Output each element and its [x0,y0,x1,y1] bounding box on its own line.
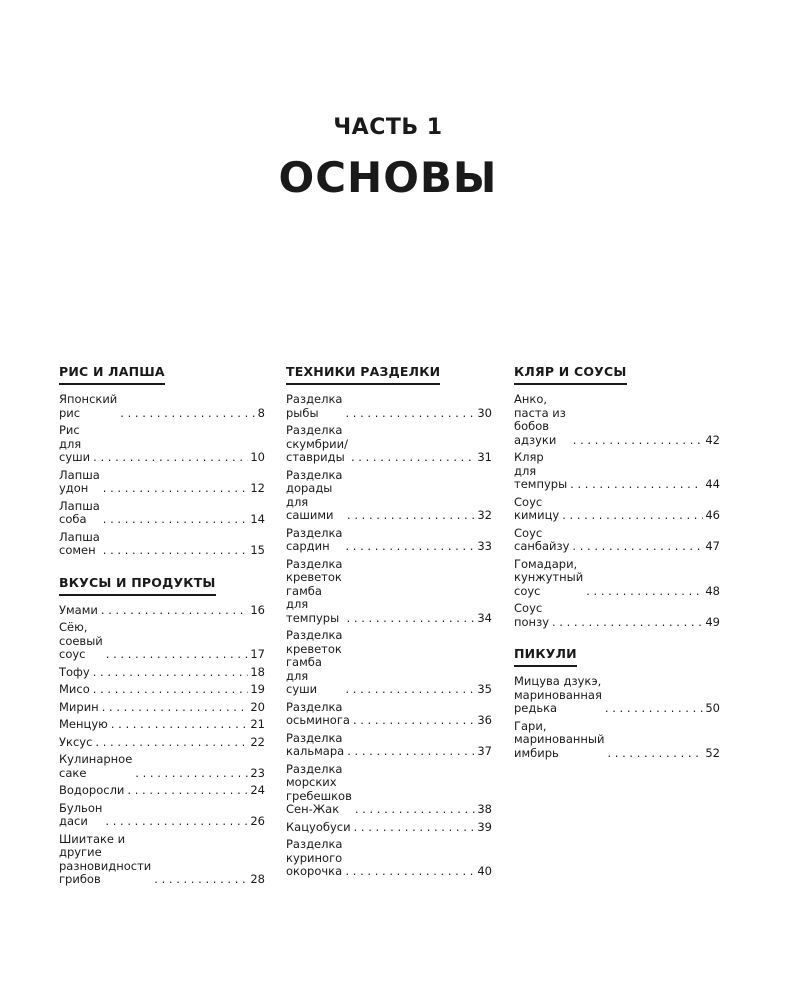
leader-dots [105,815,248,829]
toc-entry-page: 42 [705,432,720,447]
toc-entry[interactable] [286,732,492,759]
toc-entry[interactable] [59,753,265,780]
leader-dots [345,683,475,697]
toc-entry-title: Мирин [59,699,99,714]
toc-entry-title: Лапша сомен [59,529,100,557]
toc-entry-title: Разделка дорады для сашими [286,467,343,522]
toc-section-flavors-products [59,572,265,887]
toc-entry-page: 26 [250,814,265,828]
toc-entry-page: 40 [477,864,492,878]
toc-entry-title: Кацуобуси [286,819,351,834]
toc-entry[interactable] [286,393,492,420]
leader-dots [353,714,475,728]
part-label: ЧАСТЬ 1 [333,115,443,140]
toc-entry-page: 44 [705,477,720,491]
toc-entry-title: Менцую [59,717,108,731]
part-title: ОСНОВЫ [278,153,498,202]
toc-entry[interactable] [286,629,492,697]
leader-dots [120,407,255,421]
toc-entry[interactable] [59,500,265,527]
toc-entry[interactable] [59,736,265,750]
toc-entry[interactable] [59,424,265,465]
toc-entry-title: Мисо [59,682,90,696]
leader-dots [135,767,248,781]
toc-entry[interactable] [286,763,492,817]
toc-entry-title: Гомадари, кунжутный соус [514,556,584,598]
toc-entry[interactable] [59,469,265,496]
toc-entry-page: 21 [250,717,265,731]
toc-entry-title: Мицува дзукэ, маринованная редька [514,674,602,715]
toc-entry-page: 48 [705,583,720,598]
toc-entry-page: 49 [705,614,720,629]
section-heading: ВКУСЫ И ПРОДУКТЫ [59,575,216,596]
toc-entry-title: Шиитаке и другие разновидности грибов [59,831,152,886]
toc-entry-title: Рис для суши [59,423,91,464]
toc-section-cutting-techniques [286,361,492,879]
toc-entry-page: 30 [477,405,492,420]
toc-entry-title: Умами [59,602,98,617]
toc-entry-page: 20 [250,699,265,714]
leader-dots [552,616,703,630]
leader-dots [102,701,249,715]
toc-entry-title: Японский рис [59,392,118,420]
toc-entry-title: Кляр для темпуры [514,450,568,491]
toc-entry[interactable] [59,604,265,618]
toc-entry[interactable] [286,701,492,728]
toc-entry[interactable] [59,701,265,715]
leader-dots [95,736,248,750]
toc-entry-title: Разделка морских гребешков Сен-Жак [286,761,352,816]
toc-entry[interactable] [59,666,265,680]
toc-list [59,604,265,887]
toc-entry-title: Кулинарное саке [59,752,133,780]
toc-entry-page: 22 [250,734,265,749]
leader-dots [103,482,249,496]
toc-entry-title: Разделка куриного окорочка [286,837,343,878]
toc-list [286,393,492,879]
toc-entry-page: 50 [705,701,720,715]
leader-dots [111,718,249,732]
toc-entry-title: Соус понзу [514,601,549,629]
leader-dots [154,873,248,887]
toc-entry-page: 32 [477,508,492,522]
leader-dots [127,784,248,798]
toc-entry[interactable] [286,424,492,465]
toc-entry[interactable] [59,621,265,662]
toc-entry-page: 52 [705,745,720,760]
leader-dots [345,407,475,421]
leader-dots [103,513,249,527]
toc-entry-page: 18 [250,664,265,679]
leader-dots [351,451,475,465]
toc-entry-title: Соус кимицу [514,494,560,522]
leader-dots [355,803,475,817]
toc-entry[interactable] [59,784,265,798]
leader-dots [586,585,703,599]
toc-entry[interactable] [514,720,720,761]
toc-entry[interactable] [286,558,492,626]
toc-entry-title: Разделка осьминога [286,699,350,727]
toc-entry-page: 38 [477,802,492,816]
toc-entry-title: Анко, паста из бобов адзуки [514,392,566,447]
toc-entry-title: Водоросли [59,783,125,797]
leader-dots [347,612,476,626]
leader-dots [347,509,475,523]
toc-entry-page: 12 [250,481,265,495]
section-heading: РИС И ЛАПША [59,364,165,385]
toc-entry-title: Сёю, соевый соус [59,620,103,661]
toc-entry[interactable] [514,393,720,447]
toc-section-rice-noodles [59,361,265,558]
toc-list [514,393,720,629]
toc-entry-page: 46 [705,508,720,522]
toc-entry-title: Разделка креветок гамба для темпуры [286,556,343,625]
toc-entry-title: Тофу [59,664,90,679]
toc-entry-title: Лапша соба [59,498,100,526]
toc-entry[interactable] [286,527,492,554]
toc-list [514,675,720,760]
leader-dots [93,683,249,697]
toc-entry[interactable] [514,675,720,716]
toc-entry-title: Соус санбайзу [514,525,570,553]
toc-entry-title: Разделка рыбы [286,392,343,420]
section-heading: ТЕХНИКИ РАЗДЕЛКИ [286,364,440,385]
toc-entry[interactable] [59,718,265,732]
toc-entry-page: 14 [250,512,265,526]
toc-entry-page: 8 [257,405,265,420]
toc-entry-title: Разделка скумбрии/ставриды [286,423,348,464]
toc-entry[interactable] [286,838,492,879]
toc-entry-page: 47 [705,539,720,553]
toc-entry-page: 24 [250,783,265,797]
toc-entry[interactable] [514,451,720,492]
toc-column-2 [286,361,492,893]
leader-dots [345,865,475,879]
toc-entry-page: 16 [250,602,265,617]
leader-dots [345,540,475,554]
leader-dots [103,544,249,558]
toc-entry-page: 10 [250,450,265,464]
toc-entry[interactable] [59,833,265,887]
toc-section-pickles [514,643,720,760]
leader-dots [93,666,249,680]
toc-entry-title: Разделка сардин [286,525,343,553]
toc-entry[interactable] [59,393,265,420]
toc-entry[interactable] [59,683,265,697]
toc-entry[interactable] [59,802,265,829]
toc-entry-page: 35 [477,682,492,696]
leader-dots [106,648,249,662]
toc-entry-title: Гари, маринованный имбирь [514,718,605,760]
toc-entry[interactable] [286,821,492,835]
toc-entry-page: 31 [477,450,492,464]
toc-entry-page: 36 [477,713,492,727]
toc-entry-title: Уксус [59,734,93,749]
toc-entry-title: Бульон даси [59,800,103,828]
toc-entry[interactable] [59,531,265,558]
toc-entry-page: 19 [250,682,265,696]
toc-entry[interactable] [514,558,720,599]
leader-dots [354,821,476,835]
toc-section-batter-sauces [514,361,720,629]
toc-entry-page: 34 [477,610,492,625]
leader-dots [101,604,248,618]
toc-entry-page: 33 [477,539,492,553]
toc-entry-page: 23 [250,765,265,780]
toc-entry-page: 17 [250,647,265,661]
leader-dots [347,745,475,759]
leader-dots [572,540,703,554]
toc-entry-title: Разделка кальмара [286,730,345,758]
section-heading: КЛЯР И СОУСЫ [514,364,627,385]
toc-entry[interactable] [514,602,720,629]
leader-dots [562,509,703,523]
leader-dots [605,702,703,716]
section-heading: ПИКУЛИ [514,646,577,667]
toc-entry-page: 28 [250,872,265,886]
leader-dots [607,747,703,761]
toc-entry-page: 37 [477,744,492,758]
toc-entry-title: Лапша удон [59,467,100,495]
leader-dots [93,451,248,465]
toc-column-3 [514,361,720,774]
toc-entry[interactable] [514,527,720,554]
leader-dots [573,434,704,448]
toc-entry[interactable] [514,496,720,523]
toc-entry-title: Разделка креветок гамба для суши [286,628,343,696]
toc-entry[interactable] [286,469,492,523]
toc-column-1 [59,361,265,901]
toc-entry-page: 15 [250,543,265,557]
toc-list [59,393,265,558]
toc-entry-page: 39 [477,819,492,834]
leader-dots [570,478,703,492]
